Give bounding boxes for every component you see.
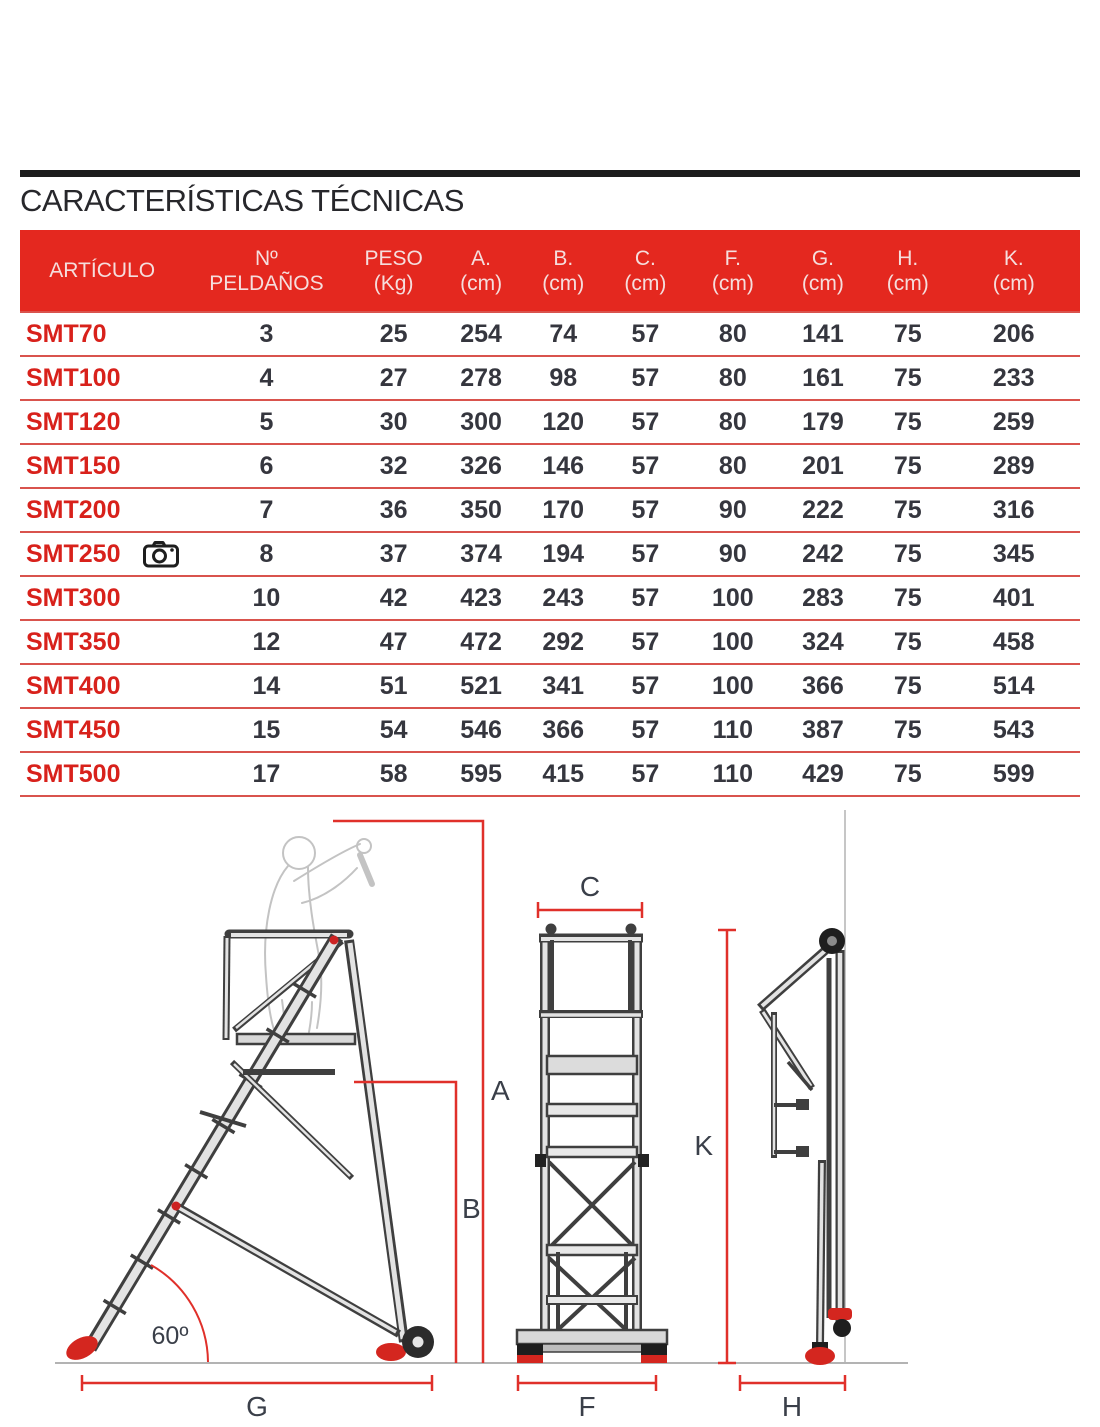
value-cell: 75 [893,715,922,744]
value-cell: 543 [992,715,1035,744]
value-cell: 324 [802,627,844,656]
value-cell: 278 [460,363,502,392]
value-cell: 233 [992,363,1035,392]
value-cell: 17 [252,759,281,788]
table-row-smt200 [20,488,1080,532]
technical-drawings [0,810,1100,1422]
value-cell: 74 [549,319,578,348]
model-name: SMT400 [26,671,121,700]
drawings-svg [0,810,1100,1422]
model-cell [20,400,184,444]
value-cell: 12 [252,627,281,656]
value-cell: 57 [631,319,660,348]
value-cell: 47 [379,627,408,656]
model-cell [20,576,184,620]
value-cell: 57 [631,451,660,480]
folded-view-drawing [760,928,852,1365]
dimension-c-label: C [579,871,601,902]
value-cell: 36 [379,495,408,524]
value-cell: 8 [259,539,274,568]
table-row-smt250 [20,532,1080,576]
value-cell: 415 [542,759,585,788]
value-cell: 110 [712,715,753,744]
value-cell: 326 [460,451,502,480]
dimension-k-line [718,930,736,1363]
table-row-smt120 [20,400,1080,444]
value-cell: 30 [379,407,408,436]
value-cell: 345 [992,539,1035,568]
model-name: SMT70 [26,319,107,348]
angle-label: 60º [151,1322,189,1350]
model-name: SMT150 [26,451,121,480]
dimension-g-line [82,1375,432,1391]
table-row-smt300 [20,576,1080,620]
value-cell: 98 [549,363,578,392]
header-row [20,230,1080,312]
value-cell: 170 [542,495,585,524]
column-header-a: A. (cm) [460,246,503,295]
value-cell: 37 [379,539,408,568]
dimension-k-label: K [694,1130,713,1161]
value-cell: 222 [802,495,844,524]
model-cell [20,708,184,752]
value-cell: 283 [802,583,844,612]
model-name: SMT450 [26,715,121,744]
value-cell: 57 [631,495,660,524]
value-cell: 57 [631,363,660,392]
dimension-f-label: F [578,1391,596,1422]
value-cell: 429 [802,759,844,788]
model-cell [20,620,184,664]
table-row-smt450 [20,708,1080,752]
value-cell: 300 [460,407,502,436]
value-cell: 57 [631,671,660,700]
value-cell: 259 [992,407,1035,436]
value-cell: 254 [460,319,502,348]
value-cell: 161 [802,363,844,392]
value-cell: 42 [379,583,408,612]
value-cell: 7 [259,495,274,524]
side-view-drawing [62,837,434,1365]
table-row-smt400 [20,664,1080,708]
value-cell: 32 [379,451,408,480]
value-cell: 57 [631,583,660,612]
value-cell: 75 [893,759,922,788]
value-cell: 80 [718,319,747,348]
value-cell: 292 [542,627,585,656]
value-cell: 595 [460,759,502,788]
value-cell: 341 [542,671,585,700]
column-header-h: H. (cm) [886,246,929,295]
table-row-smt70 [20,312,1080,356]
value-cell: 15 [252,715,281,744]
model-cell [20,356,184,400]
model-name: SMT250 [26,539,121,568]
table-body [20,312,1080,796]
value-cell: 75 [893,495,922,524]
model-cell [20,664,184,708]
dimension-g-label: G [246,1391,268,1422]
value-cell: 80 [718,363,747,392]
value-cell: 25 [379,319,408,348]
value-cell: 201 [802,451,844,480]
value-cell: 289 [992,451,1035,480]
table-row-smt150 [20,444,1080,488]
table-row-smt100 [20,356,1080,400]
model-cell [20,752,184,796]
value-cell: 57 [631,407,660,436]
column-header-c: C. (cm) [624,246,667,295]
value-cell: 243 [542,583,585,612]
value-cell: 3 [259,319,274,348]
value-cell: 75 [893,451,922,480]
value-cell: 57 [631,627,660,656]
value-cell: 100 [711,627,754,656]
column-header-g: G. (cm) [801,246,844,295]
value-cell: 75 [893,583,922,612]
value-cell: 75 [893,363,922,392]
model-name: SMT500 [26,759,121,788]
column-header-n: Nº PELDAÑOS [209,246,324,295]
value-cell: 57 [631,759,660,788]
value-cell: 80 [718,407,747,436]
model-name: SMT120 [26,407,121,436]
spec-table [20,230,1080,797]
dimension-b-label: B [462,1193,481,1224]
dimension-h-label: H [781,1391,803,1422]
column-header-k: K. (cm) [992,246,1035,295]
column-header-peso: PESO (Kg) [364,246,423,295]
value-cell: 374 [460,539,502,568]
top-rule [20,170,1080,177]
table-row-smt350 [20,620,1080,664]
value-cell: 546 [460,715,502,744]
value-cell: 57 [631,539,660,568]
value-cell: 75 [893,407,922,436]
column-header-b: B. (cm) [542,246,585,295]
model-cell [20,444,184,488]
column-header-artculo: ARTÍCULO [49,259,156,282]
value-cell: 366 [802,671,844,700]
value-cell: 6 [259,451,274,480]
dimension-a-label: A [491,1075,510,1106]
table-row-smt500 [20,752,1080,796]
value-cell: 80 [718,451,747,480]
model-cell [20,532,184,576]
value-cell: 423 [460,583,502,612]
value-cell: 75 [893,319,922,348]
value-cell: 521 [460,671,502,700]
page-title: CARACTERÍSTICAS TÉCNICAS [20,183,464,218]
value-cell: 514 [992,671,1035,700]
value-cell: 146 [542,451,585,480]
value-cell: 120 [542,407,585,436]
value-cell: 472 [460,627,502,656]
value-cell: 58 [379,759,408,788]
value-cell: 14 [252,671,281,700]
value-cell: 458 [992,627,1035,656]
model-name: SMT300 [26,583,121,612]
value-cell: 100 [711,583,754,612]
value-cell: 387 [802,715,844,744]
value-cell: 5 [259,407,274,436]
column-header-f: F. (cm) [711,246,754,295]
value-cell: 75 [893,671,922,700]
value-cell: 54 [379,715,408,744]
table-header [20,230,1080,312]
value-cell: 141 [802,319,844,348]
value-cell: 401 [992,583,1035,612]
value-cell: 350 [460,495,502,524]
camera-icon [142,539,180,569]
front-view-drawing [517,924,667,1364]
dimension-a-line [333,821,483,1363]
value-cell: 206 [992,319,1035,348]
dimension-c-line [538,902,642,918]
dimension-h-line [740,1375,845,1391]
value-cell: 75 [893,627,922,656]
value-cell: 100 [711,671,754,700]
value-cell: 90 [718,495,747,524]
model-name: SMT100 [26,363,121,392]
value-cell: 10 [252,583,281,612]
value-cell: 110 [712,759,753,788]
value-cell: 4 [259,363,274,392]
value-cell: 316 [992,495,1035,524]
value-cell: 599 [992,759,1035,788]
value-cell: 179 [802,407,844,436]
value-cell: 57 [631,715,660,744]
value-cell: 90 [718,539,747,568]
model-name: SMT200 [26,495,121,524]
value-cell: 366 [542,715,585,744]
value-cell: 194 [542,539,585,568]
dimension-f-line [518,1375,656,1391]
value-cell: 75 [893,539,922,568]
value-cell: 27 [379,363,408,392]
value-cell: 242 [802,539,844,568]
dimension-lines [82,821,845,1391]
model-cell [20,312,184,356]
value-cell: 51 [379,671,408,700]
model-name: SMT350 [26,627,121,656]
model-cell [20,488,184,532]
